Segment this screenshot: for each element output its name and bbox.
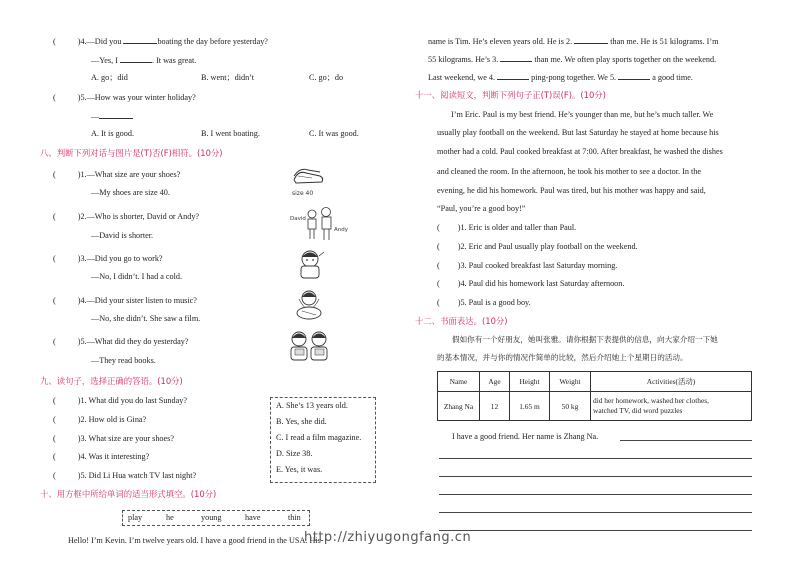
two-boys-picture [290,206,350,242]
section-9-title: 九、读句子，选择正确的答语。(10分) [40,376,183,386]
match-q-4: ( )4. Was it interesting? [53,452,150,461]
blank-4[interactable] [497,71,529,80]
writing-start: I have a good friend. Her name is Zhang Na. [452,432,599,441]
blank-3[interactable] [500,53,532,62]
blank[interactable] [120,54,152,63]
td-weight: 50 kg [550,392,591,421]
judge-4-q: ( )4.—Did your sister listen to music? [53,296,197,305]
david-label: David [290,216,306,222]
writing-prompt-2: 的基本情况，并与你的情况作简单的比较，然后介绍她上个星期日的活动。 [437,353,688,362]
judge-2-a: —David is shorter. [91,231,154,240]
q5-option-a[interactable]: A. It is good. [91,129,134,138]
reading-line-3: mother had a cold. Paul cooked breakfast at 7:00. After breakfast, he washed the dishes [437,147,723,156]
passage-line-1: name is Tim. He’s eleven years old. He is 2. than me. He is 51 kilograms. I’m [428,37,719,46]
answer-d: D. Size 38. [276,449,313,458]
andy-label: Andy [334,227,348,233]
td-name: Zhang Na [438,392,480,421]
td-age: 12 [480,392,510,421]
blank[interactable] [123,35,157,44]
music-girl-picture [294,289,326,321]
blank-2[interactable] [574,35,608,44]
reading-children-picture [288,329,332,363]
th-age: Age [480,372,510,392]
th-height: Height [510,372,550,392]
tf-1: ( )1. Eric is older and taller than Paul. [437,223,577,232]
tf-2: ( )2. Eric and Paul usually play football on the weekend. [437,242,638,251]
match-q-1: ( )1. What did you do last Sunday? [53,396,187,405]
judge-4-a: —No, she didn’t. She saw a film. [91,314,201,323]
word-play: play [128,513,143,522]
writing-line[interactable] [439,494,752,495]
reading-line-5: evening, he did his homework. Paul was tired, but his mother was happy and said, [437,186,706,195]
judge-2-q: ( )2.—Who is shorter, David or Andy? [53,212,200,221]
match-q-5: ( )5. Did Li Hua watch TV last night? [53,471,197,480]
reading-line-6: “Paul, you’re a good boy!” [437,204,526,213]
answer-b: B. Yes, she did. [276,417,327,426]
answer-e: E. Yes, it was. [276,465,323,474]
answer-a: A. She’s 13 years old. [276,401,348,410]
writing-prompt-1: 假如你有一个好朋友，她叫张雅。请你根据下表提供的信息，向大家介绍一下她 [452,335,718,344]
word-young: young [201,513,222,522]
blank-5[interactable] [618,71,650,80]
word-thin: thin [288,513,301,522]
q4-option-a[interactable]: A. go；did [91,73,128,82]
judge-3-q: ( )3.—Did you go to work? [53,254,163,263]
section-8-title: 八、判断下列对话与图片是(T)否(F)相符。(10分) [40,148,223,158]
judge-3-a: —No, I didn’t. I had a cold. [91,272,183,281]
question-5: ( )5.—How was your winter holiday? [53,93,196,102]
answer-c: C. I read a film magazine. [276,433,362,442]
q4-reply: —Yes, I . It was great. [91,56,197,65]
writing-line[interactable] [439,458,752,459]
watermark: http://zhiyugongfang.cn [304,530,472,545]
reading-line-4: and cleaned the room. In the afternoon, he took his mother to see a doctor. In the [437,167,701,176]
reading-line-1: I’m Eric. Paul is my best friend. He’s younger than me, but he’s much taller. We [451,110,714,119]
judge-1-a: —My shoes are size 40. [91,188,170,197]
reading-line-2: usually play football on the weekend. But last Saturday he stayed at home because his [437,128,719,137]
word-he: he [166,513,174,522]
section-12-title: 十二、书面表达。(10分) [415,316,508,326]
passage-start: Hello! I’m Kevin. I’m twelve years old. I have a good friend in the USA. His [68,536,321,545]
match-q-3: ( )3. What size are your shoes? [53,434,174,443]
section-11-title: 十一、阅读短文，判断下列句子正(T)误(F)。(10分) [415,90,606,100]
question-4: ( )4.—Did you boating the day before yesterday? [53,37,268,46]
judge-5-a: —They read books. [91,356,156,365]
q5-option-b[interactable]: B. I went boating. [201,129,260,138]
size-label: size 40 [292,190,314,197]
td-height: 1.65 m [510,392,550,421]
writing-line[interactable] [439,530,752,531]
q5-reply: — [91,110,133,122]
tf-3: ( )3. Paul cooked breakfast last Saturday morning. [437,261,618,270]
word-have: have [245,513,261,522]
tf-4: ( )4. Paul did his homework last Saturday afternoon. [437,279,625,288]
shoes-picture [290,164,326,198]
sick-girl-picture [296,248,326,280]
q4-option-c[interactable]: C. go；do [309,73,344,82]
match-q-2: ( )2. How old is Gina? [53,415,147,424]
td-activities: did her homework, washed her clothes, watched TV, did word puzzles [591,392,752,421]
judge-1-q: ( )1.—What size are your shoes? [53,170,181,179]
th-weight: Weight [550,372,591,392]
writing-line[interactable] [620,440,752,441]
info-table [437,371,752,421]
blank[interactable] [99,110,133,119]
tf-5: ( )5. Paul is a good boy. [437,298,531,307]
judge-5-q: ( )5.—What did they do yesterday? [53,337,189,346]
q4-option-b[interactable]: B. went；didn’t [201,73,255,82]
passage-line-2: 55 kilograms. He’s 3. than me. We often play sports together on the weekend. [428,55,717,64]
passage-line-3: Last weekend, we 4. ping-pong together. We 5. a good time. [428,73,693,82]
writing-line[interactable] [439,512,752,513]
q5-option-c[interactable]: C. It was good. [309,129,359,138]
section-10-title: 十、用方框中所给单词的适当形式填空。(10分) [40,489,217,499]
writing-line[interactable] [439,476,752,477]
th-name: Name [438,372,480,392]
th-activities: Activities(活动) [591,372,752,392]
